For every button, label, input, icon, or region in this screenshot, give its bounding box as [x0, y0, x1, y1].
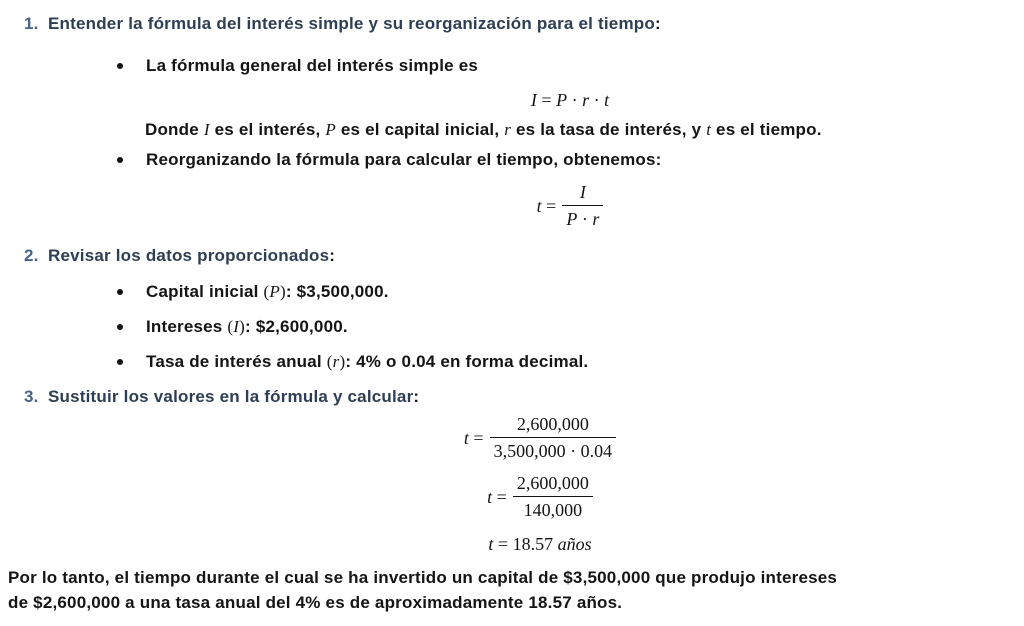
bullet-icon — [117, 324, 123, 330]
bullet-interest-text: Intereses (I): $2,600,000. — [146, 317, 348, 336]
formula-simplified-denominator: 140,000 — [523, 500, 583, 520]
formula-time-fraction — [537, 182, 604, 229]
formula-time-lhs: t = — [536, 195, 557, 216]
step-1-title-colon: : — [654, 14, 661, 33]
conclusion-line-2: de $2,600,000 a una tasa anual del 4% es de aproximadamente 18.57 años. — [8, 593, 623, 612]
step-2-heading-row — [24, 245, 1016, 267]
step-3-title-colon: : — [413, 387, 420, 406]
formula-simple-interest: I = P · r · t — [530, 90, 610, 110]
formula-substitution-numerator: 2,600,000 — [490, 414, 617, 438]
bullet-icon — [117, 289, 123, 295]
formula-substitution-lhs: t = — [463, 427, 484, 448]
step-2-title — [48, 245, 335, 267]
bullet-rearrange-text: Reorganizando la fórmula para calcular el tiempo, obtenemos: — [146, 150, 662, 169]
step-2-title-colon: : — [329, 246, 336, 265]
step-3-heading-row — [24, 386, 1016, 408]
formula-time-numerator: I — [562, 182, 603, 206]
step-1-title-text: Entender la fórmula del interés simple y su reorganización para el tiempo — [48, 14, 655, 33]
step-2 — [24, 245, 1016, 373]
bullet-icon — [117, 63, 123, 69]
bullet-capital-text: Capital inicial (P): $3,500,000. — [146, 282, 389, 301]
step-1 — [24, 13, 1016, 229]
step-2-title-text: Revisar los datos proporcionados — [48, 246, 330, 265]
formula-simplified-fraction — [487, 473, 593, 520]
conclusion-line-1: Por lo tanto, el tiempo durante el cual se ha invertido un capital de $3,500,000 que produjo intereses — [8, 568, 838, 587]
formula-simplified — [115, 473, 965, 520]
step-3-number: 3. — [24, 387, 39, 406]
step-2-number: 2. — [24, 246, 39, 265]
step-1-number: 1. — [24, 14, 39, 33]
conclusion-paragraph — [8, 565, 1016, 615]
bullet-icon — [117, 157, 123, 163]
bullet-capital — [24, 281, 1016, 303]
step-3-title-text: Sustituir los valores en la fórmula y calcular — [48, 387, 414, 406]
step-1-heading-row — [24, 13, 1016, 35]
bullet-formula-intro — [24, 55, 1016, 77]
formula-substitution-denominator: 3,500,000 · 0.04 — [493, 441, 613, 461]
formula-time — [145, 182, 995, 229]
bullet-rate-text: Tasa de interés anual (r): 4% o 0.04 en forma decimal. — [146, 352, 589, 371]
variables-definition: Donde I es el interés, P es el capital inicial, r es la tasa de interés, y t es el tiempo. — [145, 120, 822, 139]
formula-result: t = 18.57 años — [488, 534, 592, 554]
bullet-rate — [24, 351, 1016, 373]
step-3 — [24, 386, 1016, 555]
formula-time-denominator: P · r — [566, 209, 600, 229]
step-3-title — [48, 386, 419, 408]
steps-list — [24, 13, 1016, 555]
formula-substitution — [115, 414, 965, 461]
formula-simplified-lhs: t = — [487, 486, 507, 507]
step-1-title — [48, 13, 661, 35]
formula-simplified-numerator: 2,600,000 — [513, 473, 593, 497]
bullet-interest — [24, 316, 1016, 338]
bullet-icon — [117, 359, 123, 365]
formula-substitution-fraction — [464, 414, 616, 461]
bullet-formula-intro-text: La fórmula general del interés simple es — [146, 56, 479, 75]
bullet-rearrange — [24, 149, 1016, 171]
